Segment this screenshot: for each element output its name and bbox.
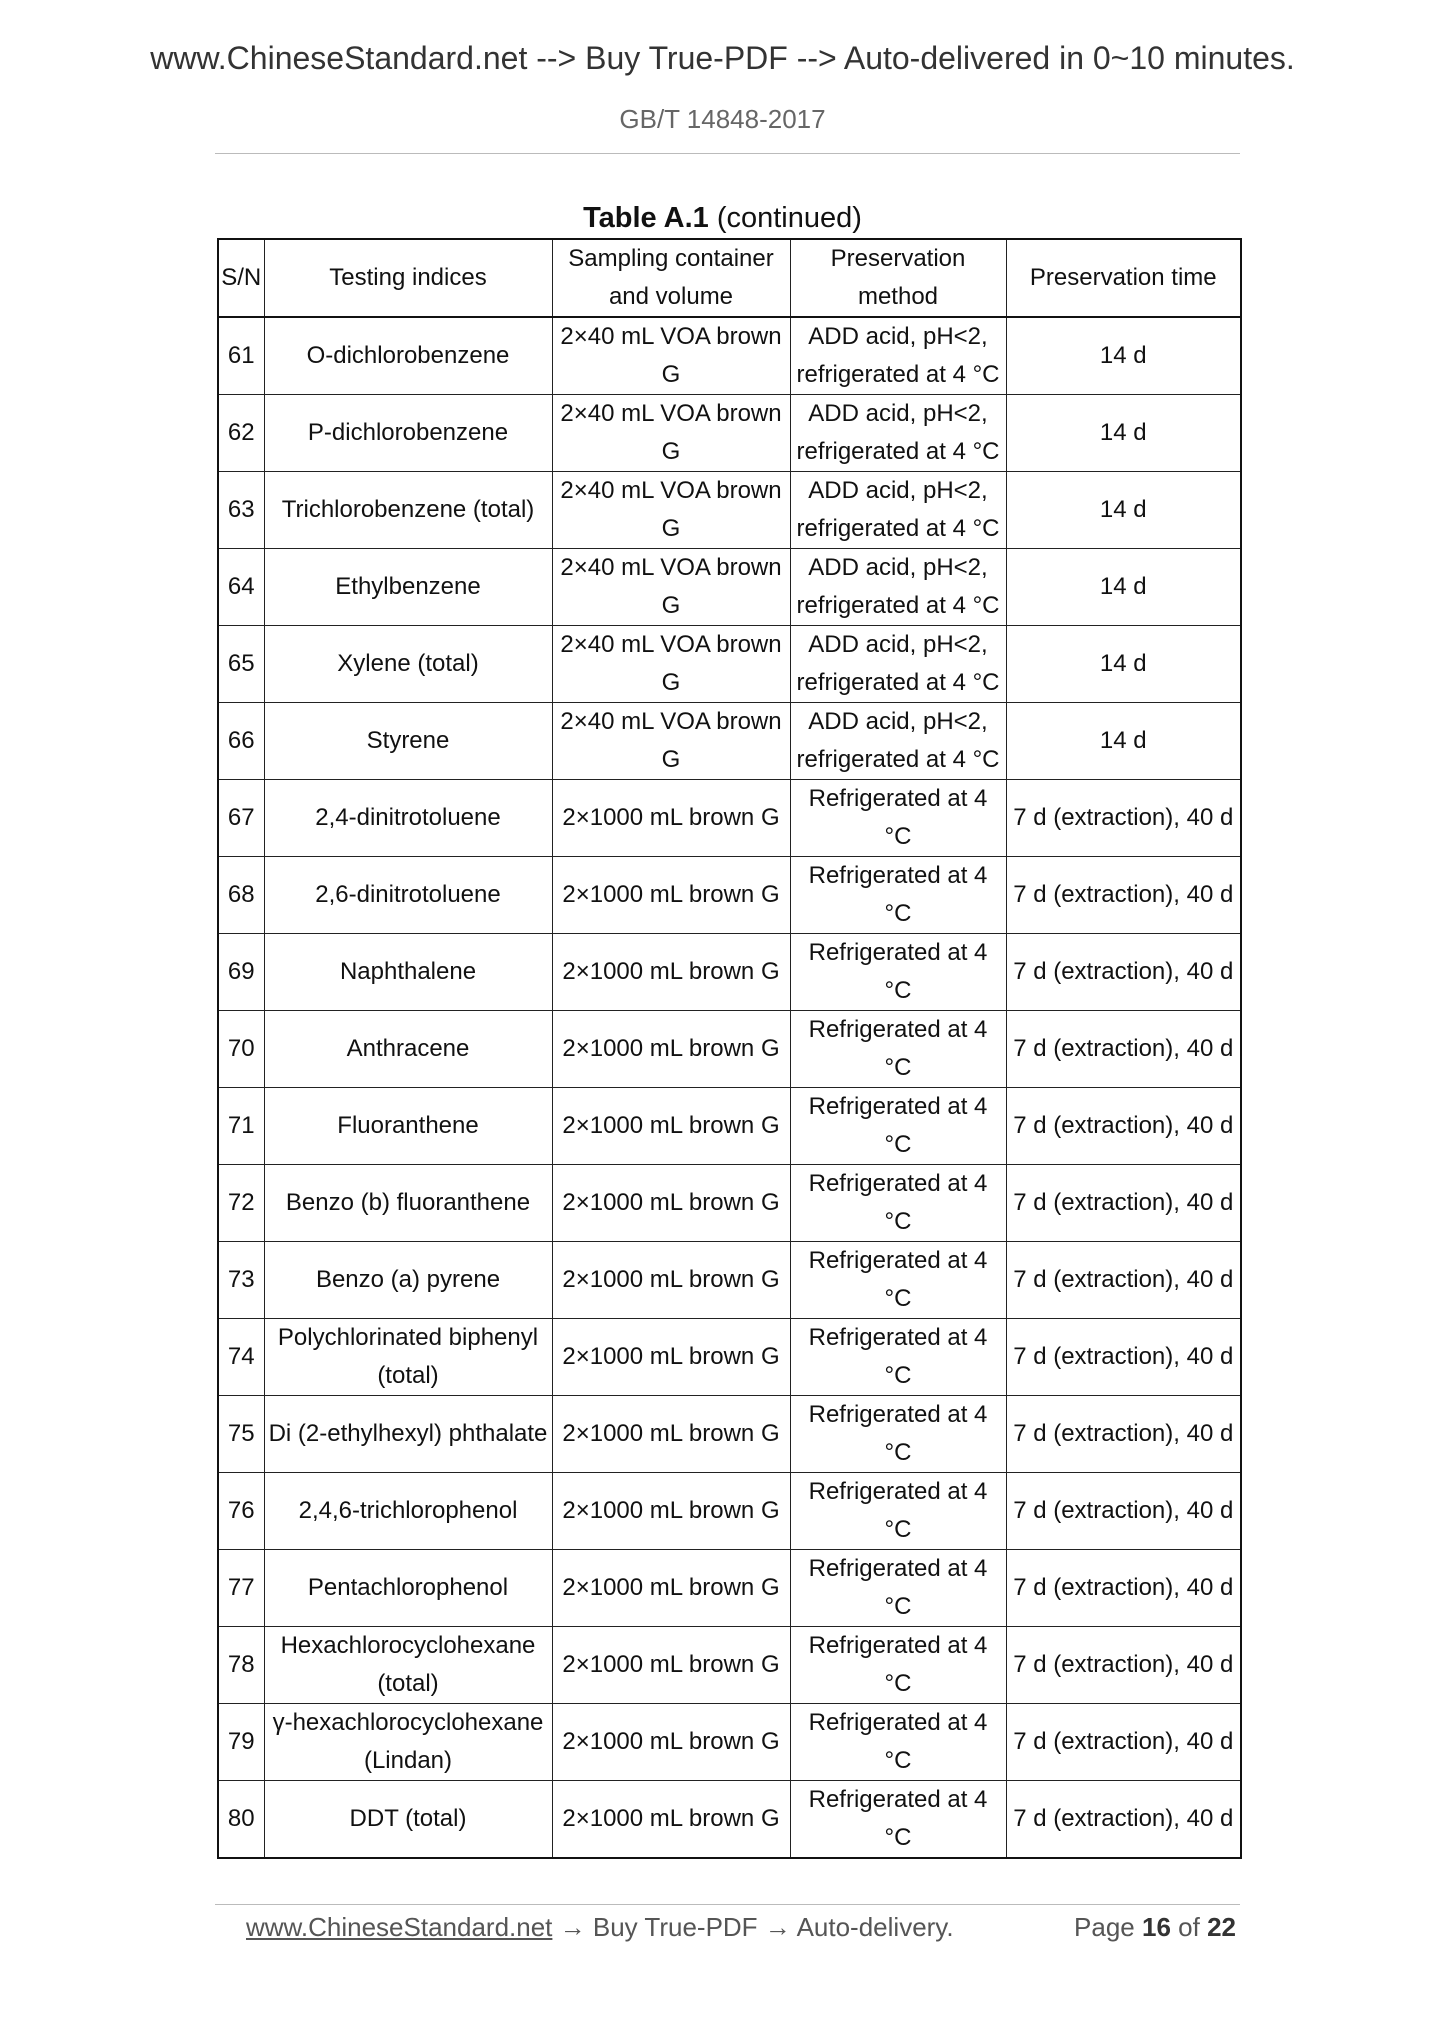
cell-method: Refrigerated at 4 °C bbox=[790, 1396, 1006, 1473]
cell-sn: 62 bbox=[218, 395, 264, 472]
cell-sn: 79 bbox=[218, 1704, 264, 1781]
cell-container: 2×1000 mL brown G bbox=[552, 1011, 790, 1088]
header-divider bbox=[215, 153, 1240, 154]
table-row bbox=[218, 1165, 1241, 1242]
cell-testing-index: 2,6-dinitrotoluene bbox=[264, 857, 552, 934]
cell-time: 7 d (extraction), 40 d bbox=[1006, 1011, 1241, 1088]
cell-testing-index: 2,4,6-trichlorophenol bbox=[264, 1473, 552, 1550]
cell-container: 2×1000 mL brown G bbox=[552, 1781, 790, 1859]
footer-site-link[interactable]: www.ChineseStandard.net bbox=[246, 1912, 553, 1942]
cell-container: 2×40 mL VOA brown G bbox=[552, 317, 790, 395]
cell-sn: 76 bbox=[218, 1473, 264, 1550]
cell-method: Refrigerated at 4 °C bbox=[790, 780, 1006, 857]
page-footer bbox=[246, 1912, 1236, 1943]
cell-time: 7 d (extraction), 40 d bbox=[1006, 1781, 1241, 1859]
preservation-table bbox=[217, 238, 1242, 1859]
cell-sn: 61 bbox=[218, 317, 264, 395]
table-row bbox=[218, 934, 1241, 1011]
cell-testing-index: Polychlorinated biphenyl (total) bbox=[264, 1319, 552, 1396]
cell-container: 2×1000 mL brown G bbox=[552, 857, 790, 934]
cell-container: 2×1000 mL brown G bbox=[552, 1550, 790, 1627]
cell-testing-index: Styrene bbox=[264, 703, 552, 780]
cell-testing-index: Di (2-ethylhexyl) phthalate bbox=[264, 1396, 552, 1473]
cell-method: Refrigerated at 4 °C bbox=[790, 1011, 1006, 1088]
footer-tagline: → Buy True-PDF → Auto-delivery. bbox=[552, 1912, 954, 1942]
cell-method: ADD acid, pH<2, refrigerated at 4 °C bbox=[790, 626, 1006, 703]
table-row bbox=[218, 626, 1241, 703]
table-row bbox=[218, 472, 1241, 549]
cell-sn: 63 bbox=[218, 472, 264, 549]
cell-method: ADD acid, pH<2, refrigerated at 4 °C bbox=[790, 317, 1006, 395]
cell-time: 7 d (extraction), 40 d bbox=[1006, 1473, 1241, 1550]
cell-method: Refrigerated at 4 °C bbox=[790, 934, 1006, 1011]
cell-testing-index: P-dichlorobenzene bbox=[264, 395, 552, 472]
table-row bbox=[218, 1473, 1241, 1550]
cell-testing-index: Hexachlorocyclohexane (total) bbox=[264, 1627, 552, 1704]
cell-time: 14 d bbox=[1006, 395, 1241, 472]
cell-sn: 64 bbox=[218, 549, 264, 626]
cell-sn: 66 bbox=[218, 703, 264, 780]
cell-method: ADD acid, pH<2, refrigerated at 4 °C bbox=[790, 472, 1006, 549]
cell-time: 14 d bbox=[1006, 703, 1241, 780]
cell-sn: 70 bbox=[218, 1011, 264, 1088]
cell-time: 7 d (extraction), 40 d bbox=[1006, 1088, 1241, 1165]
cell-container: 2×1000 mL brown G bbox=[552, 1165, 790, 1242]
cell-method: Refrigerated at 4 °C bbox=[790, 857, 1006, 934]
cell-testing-index: Trichlorobenzene (total) bbox=[264, 472, 552, 549]
cell-container: 2×40 mL VOA brown G bbox=[552, 472, 790, 549]
cell-time: 14 d bbox=[1006, 472, 1241, 549]
col-header-testing-indices: Testing indices bbox=[264, 239, 552, 317]
table-row bbox=[218, 1242, 1241, 1319]
cell-method: Refrigerated at 4 °C bbox=[790, 1088, 1006, 1165]
cell-sn: 72 bbox=[218, 1165, 264, 1242]
cell-sn: 74 bbox=[218, 1319, 264, 1396]
cell-time: 7 d (extraction), 40 d bbox=[1006, 857, 1241, 934]
cell-method: Refrigerated at 4 °C bbox=[790, 1704, 1006, 1781]
cell-method: Refrigerated at 4 °C bbox=[790, 1165, 1006, 1242]
table-row bbox=[218, 1704, 1241, 1781]
table-row bbox=[218, 1627, 1241, 1704]
table-row bbox=[218, 395, 1241, 472]
cell-time: 14 d bbox=[1006, 626, 1241, 703]
cell-method: ADD acid, pH<2, refrigerated at 4 °C bbox=[790, 549, 1006, 626]
cell-time: 7 d (extraction), 40 d bbox=[1006, 934, 1241, 1011]
cell-testing-index: γ-hexachlorocyclohexane (Lindan) bbox=[264, 1704, 552, 1781]
table-row bbox=[218, 1396, 1241, 1473]
cell-method: ADD acid, pH<2, refrigerated at 4 °C bbox=[790, 395, 1006, 472]
col-header-time: Preservation time bbox=[1006, 239, 1241, 317]
cell-sn: 78 bbox=[218, 1627, 264, 1704]
page-label: Page bbox=[1074, 1912, 1135, 1942]
footer-divider bbox=[215, 1904, 1240, 1905]
table-title-suffix: (continued) bbox=[708, 202, 862, 234]
table-row bbox=[218, 549, 1241, 626]
cell-sn: 69 bbox=[218, 934, 264, 1011]
cell-method: Refrigerated at 4 °C bbox=[790, 1781, 1006, 1859]
cell-container: 2×40 mL VOA brown G bbox=[552, 626, 790, 703]
cell-container: 2×1000 mL brown G bbox=[552, 1319, 790, 1396]
cell-sn: 71 bbox=[218, 1088, 264, 1165]
cell-testing-index: Fluoranthene bbox=[264, 1088, 552, 1165]
cell-container: 2×40 mL VOA brown G bbox=[552, 395, 790, 472]
table-row bbox=[218, 780, 1241, 857]
table-row bbox=[218, 703, 1241, 780]
table-row bbox=[218, 1550, 1241, 1627]
cell-time: 7 d (extraction), 40 d bbox=[1006, 1550, 1241, 1627]
cell-container: 2×1000 mL brown G bbox=[552, 1396, 790, 1473]
table-row bbox=[218, 1781, 1241, 1859]
cell-sn: 73 bbox=[218, 1242, 264, 1319]
cell-method: Refrigerated at 4 °C bbox=[790, 1242, 1006, 1319]
of-label: of bbox=[1178, 1912, 1200, 1942]
cell-sn: 77 bbox=[218, 1550, 264, 1627]
cell-container: 2×1000 mL brown G bbox=[552, 934, 790, 1011]
col-header-container: Sampling container and volume bbox=[552, 239, 790, 317]
cell-testing-index: Benzo (a) pyrene bbox=[264, 1242, 552, 1319]
standard-code: GB/T 14848-2017 bbox=[619, 104, 826, 134]
cell-container: 2×1000 mL brown G bbox=[552, 1627, 790, 1704]
cell-sn: 80 bbox=[218, 1781, 264, 1859]
cell-time: 14 d bbox=[1006, 549, 1241, 626]
cell-time: 7 d (extraction), 40 d bbox=[1006, 1627, 1241, 1704]
cell-testing-index: Pentachlorophenol bbox=[264, 1550, 552, 1627]
cell-container: 2×40 mL VOA brown G bbox=[552, 703, 790, 780]
page-indicator bbox=[1074, 1912, 1236, 1943]
cell-container: 2×1000 mL brown G bbox=[552, 780, 790, 857]
table-row bbox=[218, 1011, 1241, 1088]
cell-method: Refrigerated at 4 °C bbox=[790, 1473, 1006, 1550]
table-row bbox=[218, 317, 1241, 395]
cell-container: 2×1000 mL brown G bbox=[552, 1242, 790, 1319]
table-body bbox=[218, 317, 1241, 1858]
cell-testing-index: Benzo (b) fluoranthene bbox=[264, 1165, 552, 1242]
cell-method: Refrigerated at 4 °C bbox=[790, 1319, 1006, 1396]
cell-testing-index: O-dichlorobenzene bbox=[264, 317, 552, 395]
cell-testing-index: Naphthalene bbox=[264, 934, 552, 1011]
cell-container: 2×1000 mL brown G bbox=[552, 1473, 790, 1550]
table-header-row bbox=[218, 239, 1241, 317]
page-number: 16 bbox=[1142, 1912, 1171, 1942]
cell-time: 7 d (extraction), 40 d bbox=[1006, 780, 1241, 857]
cell-testing-index: 2,4-dinitrotoluene bbox=[264, 780, 552, 857]
cell-time: 7 d (extraction), 40 d bbox=[1006, 1242, 1241, 1319]
cell-time: 7 d (extraction), 40 d bbox=[1006, 1165, 1241, 1242]
cell-testing-index: Ethylbenzene bbox=[264, 549, 552, 626]
cell-method: ADD acid, pH<2, refrigerated at 4 °C bbox=[790, 703, 1006, 780]
total-pages: 22 bbox=[1207, 1912, 1236, 1942]
table-row bbox=[218, 857, 1241, 934]
table-row bbox=[218, 1319, 1241, 1396]
table-title-label: Table A.1 bbox=[583, 202, 709, 234]
cell-container: 2×1000 mL brown G bbox=[552, 1704, 790, 1781]
cell-sn: 65 bbox=[218, 626, 264, 703]
cell-testing-index: Anthracene bbox=[264, 1011, 552, 1088]
cell-time: 7 d (extraction), 40 d bbox=[1006, 1396, 1241, 1473]
cell-method: Refrigerated at 4 °C bbox=[790, 1627, 1006, 1704]
cell-time: 14 d bbox=[1006, 317, 1241, 395]
cell-time: 7 d (extraction), 40 d bbox=[1006, 1319, 1241, 1396]
cell-method: Refrigerated at 4 °C bbox=[790, 1550, 1006, 1627]
cell-testing-index: Xylene (total) bbox=[264, 626, 552, 703]
cell-container: 2×40 mL VOA brown G bbox=[552, 549, 790, 626]
col-header-sn: S/N bbox=[218, 239, 264, 317]
table-title bbox=[0, 202, 1445, 235]
table-row bbox=[218, 1088, 1241, 1165]
cell-sn: 68 bbox=[218, 857, 264, 934]
cell-sn: 67 bbox=[218, 780, 264, 857]
col-header-method: Preservation method bbox=[790, 239, 1006, 317]
cell-testing-index: DDT (total) bbox=[264, 1781, 552, 1859]
cell-sn: 75 bbox=[218, 1396, 264, 1473]
top-banner: www.ChineseStandard.net --> Buy True-PDF --> Auto-delivered in 0~10 minutes. bbox=[150, 40, 1295, 76]
cell-container: 2×1000 mL brown G bbox=[552, 1088, 790, 1165]
cell-time: 7 d (extraction), 40 d bbox=[1006, 1704, 1241, 1781]
